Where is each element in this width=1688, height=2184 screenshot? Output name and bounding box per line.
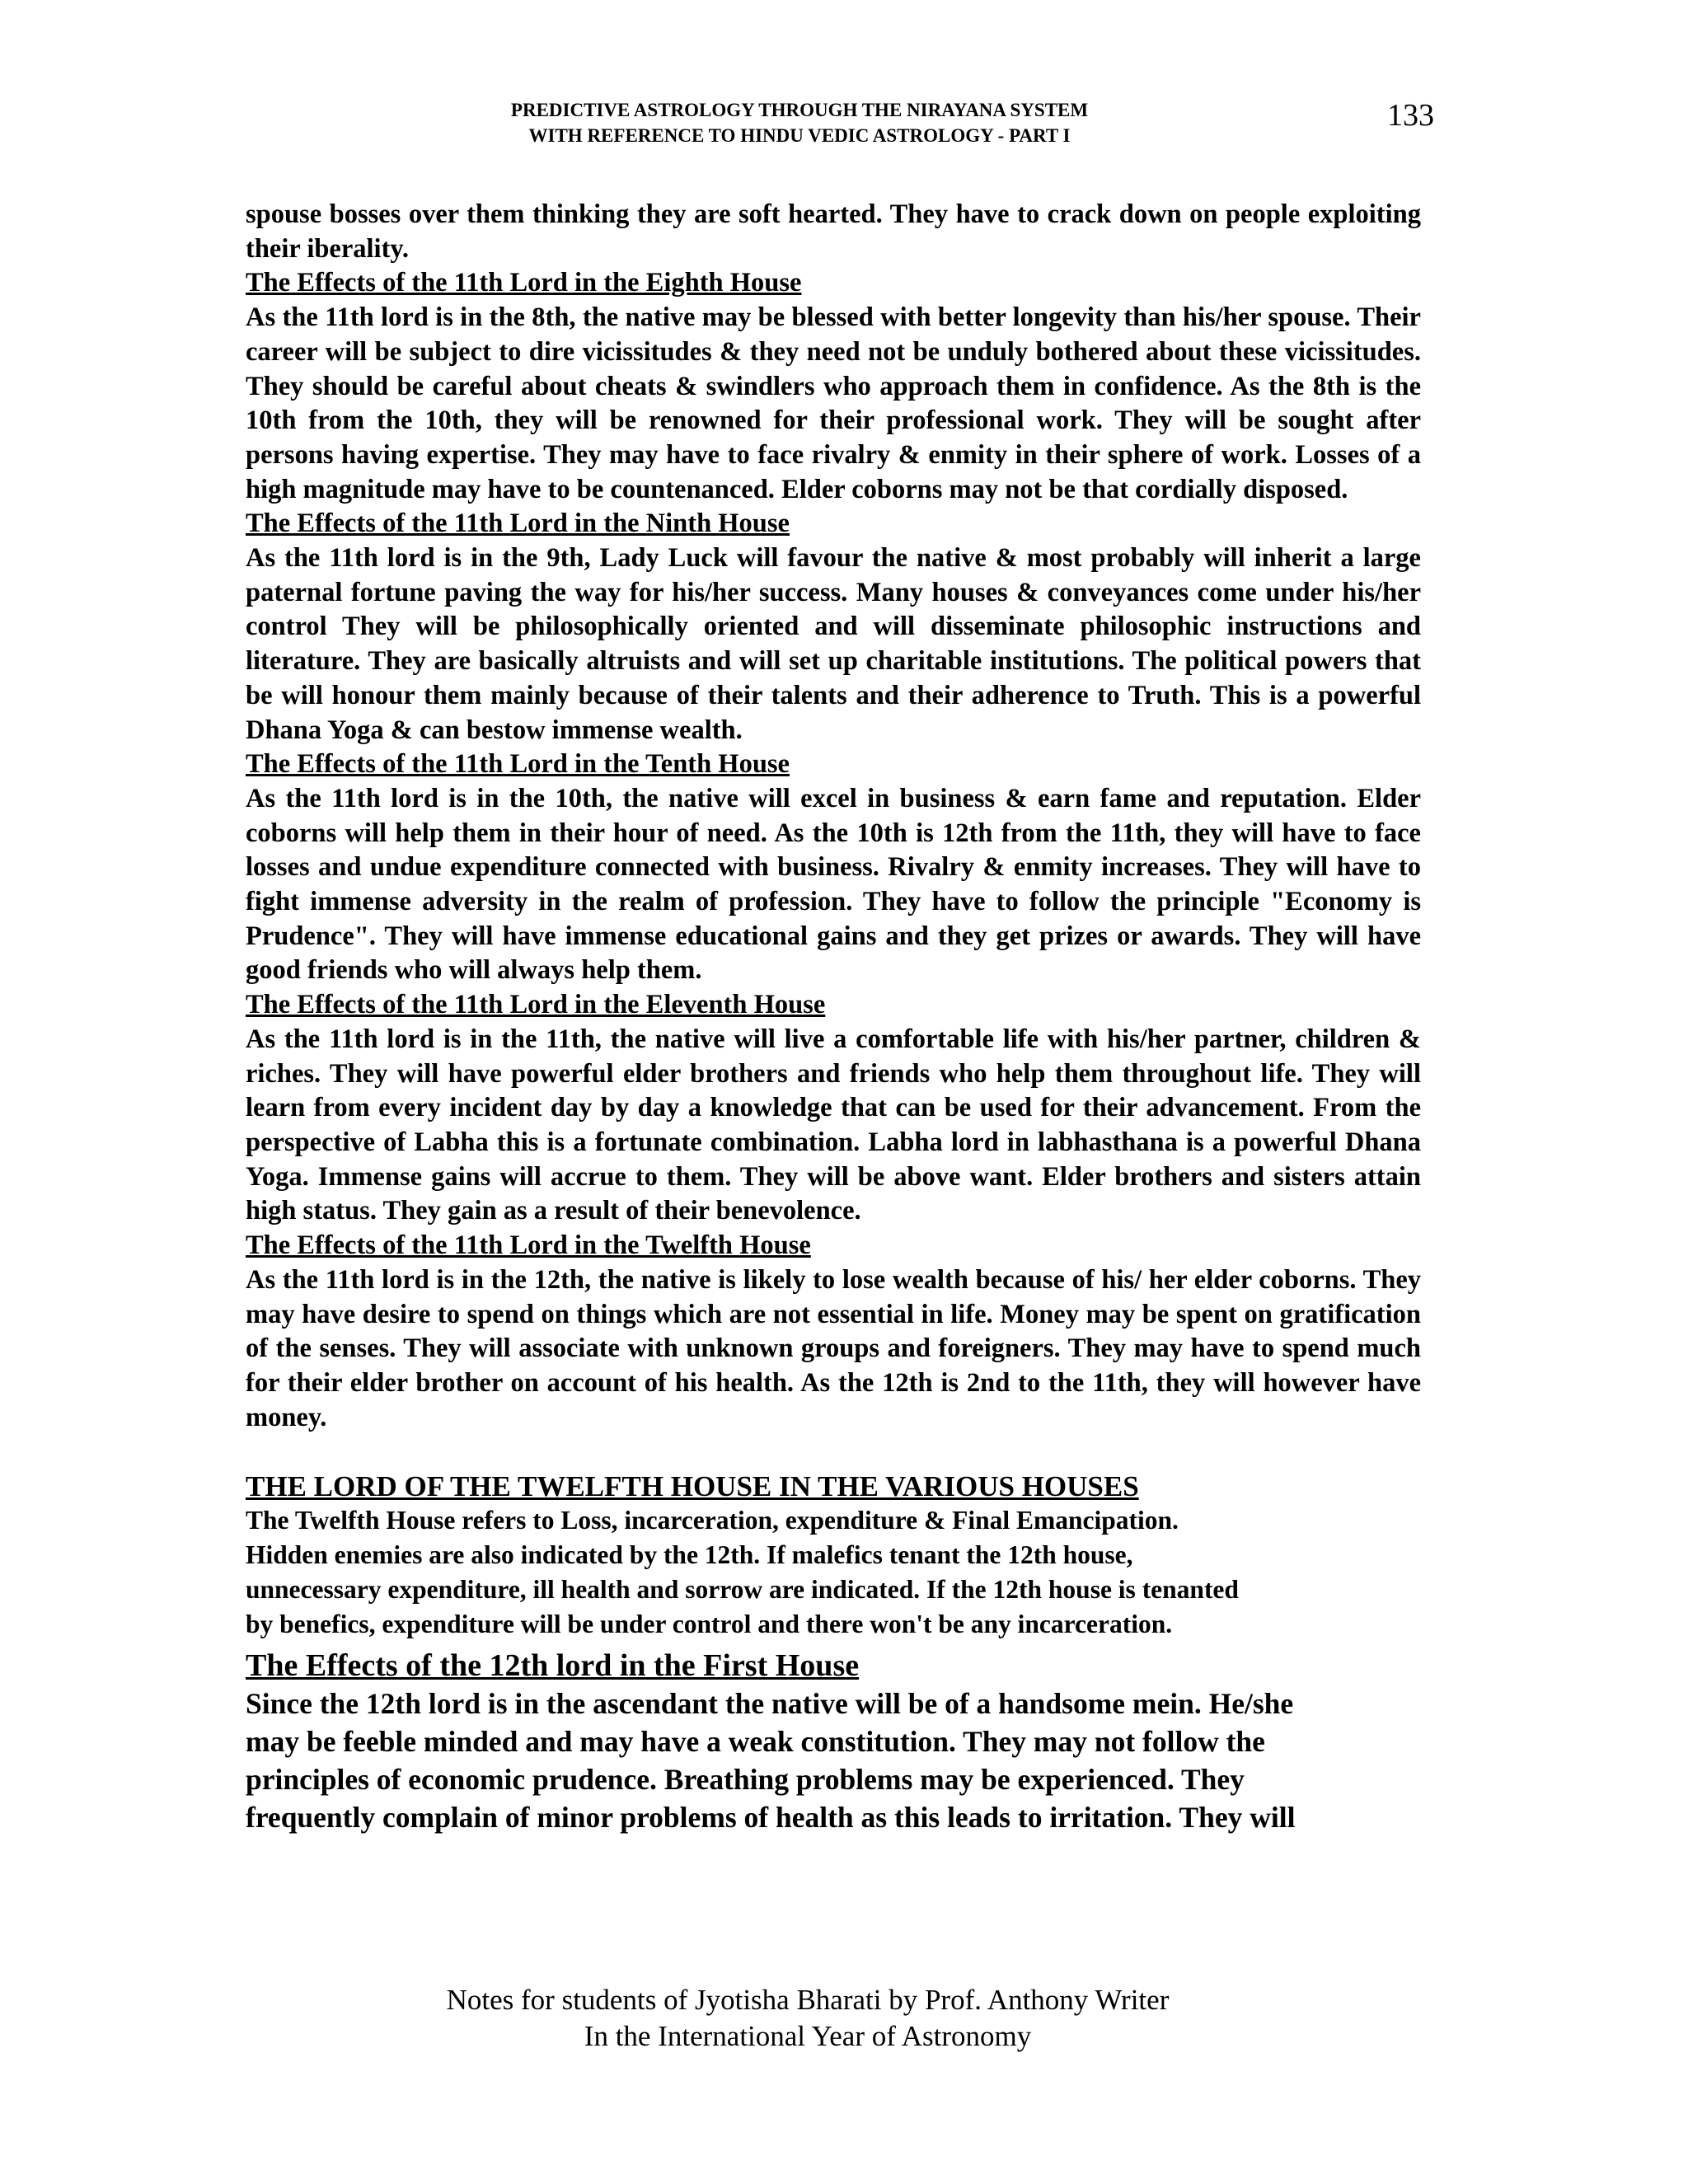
section-text-tenth-house: As the 11th lord is in the 10th, the native will excel in business & earn fame and reputation. Elder coborns will help them in their hour of need. As the 10th is 12th from the 11th, they will have to face losses and undue expenditure connected with business. Rivalry & enmity increases. They will have to fight immense adversity in the realm of profession. They have to follow the principle "Economy is Prudence". They will have immense educational gains and they get prizes or awards. They will have good friends who will always help them. bbox=[246, 783, 1421, 986]
first-house-line: Since the 12th lord is in the ascendant the native will be of a handsome mein. He/she bbox=[246, 1687, 1294, 1721]
header-title-line-1: PREDICTIVE ASTROLOGY THROUGH THE NIRAYANA SYSTEM bbox=[510, 100, 1089, 120]
chapter-intro-line: Hidden enemies are also indicated by the 12th. If malefics tenant the 12th house, bbox=[246, 1540, 1133, 1570]
section-heading-tenth-house: The Effects of the 11th Lord in the Tenth House bbox=[246, 749, 790, 780]
first-house-line: frequently complain of minor problems of health as this leads to irritation. They will bbox=[246, 1801, 1296, 1835]
chapter-intro-line: unnecessary expenditure, ill health and sorrow are indicated. If the 12th house is tenanted bbox=[246, 1575, 1239, 1605]
section-heading-ninth-house: The Effects of the 11th Lord in the Ninth House bbox=[246, 509, 790, 539]
page-footer bbox=[354, 1982, 1261, 2055]
section-text-first-house bbox=[246, 1685, 1421, 1836]
section-heading-first-house: The Effects of the 12th lord in the First House bbox=[246, 1648, 860, 1684]
footer-line-1: Notes for students of Jyotisha Bharati by Prof. Anthony Writer bbox=[446, 1984, 1170, 2016]
section-heading-eleventh-house: The Effects of the 11th Lord in the Eleventh House bbox=[246, 990, 826, 1020]
opening-paragraph: spouse bosses over them thinking they are soft hearted. They have to crack down on people exploiting their iberality. bbox=[246, 199, 1421, 264]
section-heading-eighth-house: The Effects of the 11th Lord in the Eighth House bbox=[246, 268, 802, 298]
page-content bbox=[246, 198, 1421, 1836]
running-header bbox=[330, 97, 1269, 148]
section-text-eleventh-house: As the 11th lord is in the 11th, the native will live a comfortable life with his/her partner, children & riches. They will have powerful elder brothers and friends who help them throughout life. They will learn from every incident day by day a knowledge that can be used for their advancement. From the perspective of Labha this is a fortunate combination. Labha lord in labhasthana is a powerful Dhana Yoga. Immense gains will accrue to them. They will be above want. Elder brothers and sisters attain high status. They gain as a result of their benevolence. bbox=[246, 1024, 1421, 1226]
section-heading-twelfth-house: The Effects of the 11th Lord in the Twelfth House bbox=[246, 1230, 811, 1261]
header-title-line-2: WITH REFERENCE TO HINDU VEDIC ASTROLOGY - PART I bbox=[528, 125, 1071, 146]
footer-line-2: In the International Year of Astronomy bbox=[584, 2020, 1032, 2052]
chapter-intro-line: by benefics, expenditure will be under control and there won't be any incarceration. bbox=[246, 1610, 1173, 1639]
page-number: 133 bbox=[1387, 98, 1434, 133]
section-text-twelfth-house: As the 11th lord is in the 12th, the native is likely to lose wealth because of his/ her elder coborns. They may have desire to spend on things which are not essential in life. Money may be spent on gratification of the senses. They will associate with unknown groups and foreigners. They may have to spend much for their elder brother on account of his health. As the 12th is 2nd to the 11th, they will however have money. bbox=[246, 1264, 1421, 1432]
chapter-intro-line: The Twelfth House refers to Loss, incarceration, expenditure & Final Emancipation. bbox=[246, 1506, 1179, 1535]
section-text-eighth-house: As the 11th lord is in the 8th, the native may be blessed with better longevity than his/her spouse. Their career will be subject to dire vicissitudes & they need not be unduly bothered about these vicissitudes. They should be careful about cheats & swindlers who approach them in confidence. As the 8th is the 10th from the 10th, they will be renowned for their professional work. They will be sought after persons having expertise. They may have to face rivalry & enmity in their sphere of work. Losses of a high magnitude may have to be countenanced. Elder coborns may not be that cordially disposed. bbox=[246, 302, 1421, 504]
chapter-intro bbox=[246, 1503, 1421, 1642]
section-text-ninth-house: As the 11th lord is in the 9th, Lady Luck will favour the native & most probably will inherit a large paternal fortune paving the way for his/her success. Many houses & conveyances come under his/her control They will be philosophically oriented and will disseminate philosophic instructions and literature. They are basically altruists and will set up charitable institutions. The political powers that be will honour them mainly because of their talents and their adherence to Truth. This is a powerful Dhana Yoga & can bestow immense wealth. bbox=[246, 543, 1421, 745]
chapter-heading: THE LORD OF THE TWELFTH HOUSE IN THE VARIOUS HOUSES bbox=[246, 1470, 1139, 1503]
first-house-line: may be feeble minded and may have a weak constitution. They may not follow the bbox=[246, 1725, 1265, 1759]
first-house-line: principles of economic prudence. Breathing problems may be experienced. They bbox=[246, 1763, 1245, 1797]
